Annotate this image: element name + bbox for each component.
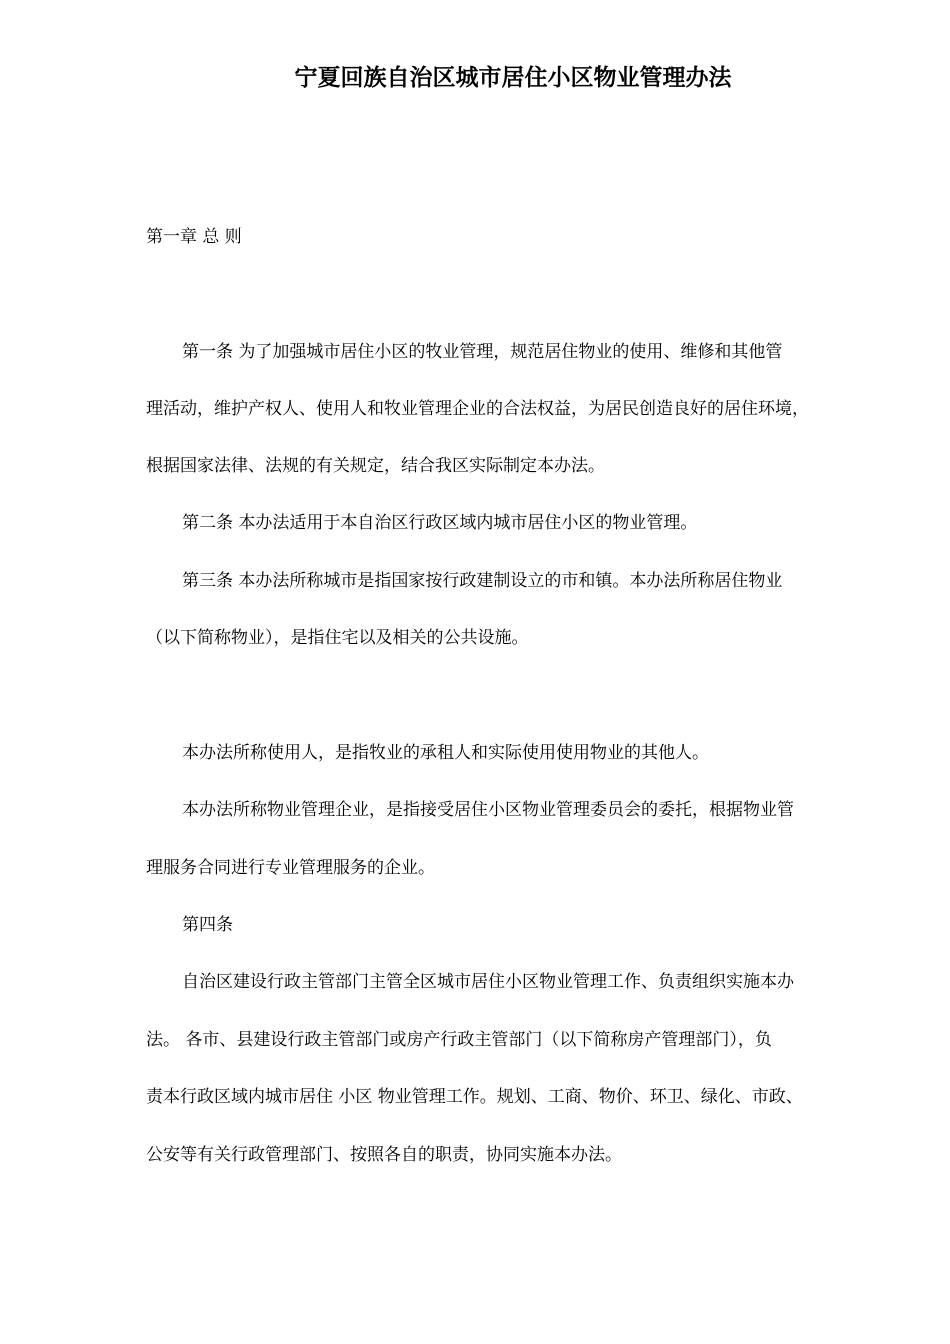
article-3-line-2: （以下简称物业），是指住宅以及相关的公共设施。 <box>146 628 529 648</box>
article-4-heading: 第四条 <box>182 915 233 935</box>
enterprise-definition-line-2: 理服务合同进行专业管理服务的企业。 <box>146 858 435 878</box>
article-1-line-3: 根据国家法律、法规的有关规定，结合我区实际制定本办法。 <box>146 456 605 476</box>
user-definition-line: 本办法所称使用人，是指牧业的承租人和实际使用使用物业的其他人。 <box>182 743 709 763</box>
article-2-line-1: 第二条 本办法适用于本自治区行政区域内城市居住小区的物业管理。 <box>182 513 698 533</box>
article-1-line-2: 理活动，维护产权人、使用人和牧业管理企业的合法权益，为居民创造良好的居住环境， <box>146 399 809 419</box>
enterprise-definition-line-1: 本办法所称物业管理企业，是指接受居住小区物业管理委员会的委托，根据物业管 <box>182 800 794 820</box>
article-4-line-4: 公安等有关行政管理部门、按照各自的职责，协同实施本办法。 <box>146 1145 622 1165</box>
article-4-line-3: 责本行政区域内城市居住 小区 物业管理工作。规划、工商、物价、环卫、绿化、市政、 <box>146 1087 803 1107</box>
article-4-line-1: 自治区建设行政主管部门主管全区城市居住小区物业管理工作、负责组织实施本办 <box>182 972 794 992</box>
document-title: 宁夏回族自治区城市居住小区物业管理办法 <box>294 64 732 91</box>
article-1-line-1: 第一条 为了加强城市居住小区的牧业管理，规范居住物业的使用、维修和其他管 <box>182 342 783 362</box>
chapter-heading: 第一章 总 则 <box>146 227 242 247</box>
article-4-line-2: 法。 各市、县建设行政主管部门或房产行政主管部门（以下简称房产管理部门），负 <box>146 1030 772 1050</box>
article-3-line-1: 第三条 本办法所称城市是指国家按行政建制设立的市和镇。本办法所称居住物业 <box>182 571 783 591</box>
